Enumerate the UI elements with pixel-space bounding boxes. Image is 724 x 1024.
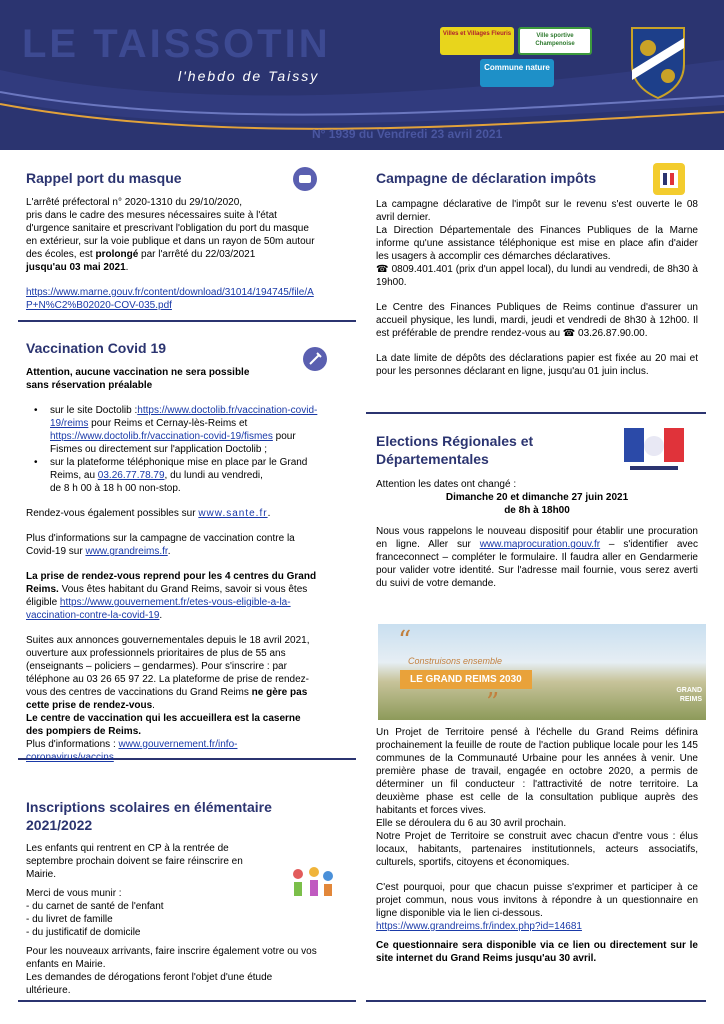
questionnaire-link[interactable]: https://www.grandreims.fr/index.php?id=14681 <box>376 921 582 932</box>
masque-line: en extérieur, sur la voie publique et dans un rayon de 50m autour <box>26 236 315 247</box>
projet-paragraph: Notre Projet de Territoire se construit avec chacun d'entre vous : élus locaux, habitants, partenaires institutionnels, acteurs associatifs, culturels, sportifs, citoyens et économiques. <box>376 831 698 868</box>
masque-line: pris dans le cadre des mesures nécessaires suite à l'état <box>26 210 277 221</box>
inscriptions-title <box>26 798 272 834</box>
maprocuration-link[interactable]: www.maprocuration.gouv.fr <box>479 539 601 550</box>
projet-paragraph: Un Projet de Territoire pensé à l'échelle du Grand Reims définira prochainement la feuille de route de l'action publique locale pour les 145 communes de la Communauté Urbaine pour les années à venir. Une première phase de travail, engagée en octobre 2020, a permis de déterminer un fil conducteur : l'attractivité de notre territoire. La deuxième phase est celle de la consultation publique auprès des habitants et forces vives. <box>376 727 698 816</box>
impots-paragraph: La date limite de dépôts des déclarations papier est fixée au 20 mai et pour les personnes déclarant en ligne, jusqu'au 01 juin inclus. <box>376 353 698 377</box>
booking-list <box>40 404 352 495</box>
title-line: Inscriptions scolaires en élémentaire <box>26 799 272 815</box>
elections-hours <box>376 504 698 517</box>
ville-sportive-badge: Ville sportive Champenoise <box>518 27 592 55</box>
text: pour Reims et Cernay-lès-Reims et <box>88 418 248 429</box>
impots-paragraph: Le Centre des Finances Publiques de Reims continue d'assurer un accueil physique, les lundi, mardi, jeudi et vendredi de 8h30 à 12h00. Il est préférable de prendre rendez-vous au ☎ 03.26.87.90.00. <box>376 302 698 339</box>
bold-text: sans réservation préalable <box>26 380 153 391</box>
sante-link[interactable]: www.sante.fr <box>198 508 268 519</box>
text: Nous vous rappelons le nouveau dispositif pour établir une procuration en ligne. Aller sur <box>376 526 698 550</box>
text: de 8 h 00 à 18 h 00 non-stop. <box>50 483 181 494</box>
banner-title: LE GRAND REIMS 2030 <box>400 670 532 689</box>
doctolib-reims-link[interactable]: https://www.doctolib.fr/vaccination-covid- <box>137 405 318 416</box>
text-line: Merci de vous munir : <box>26 888 122 899</box>
inscriptions-panel <box>18 790 356 1002</box>
elections-date <box>376 491 698 504</box>
text: Covid-19 sur <box>26 546 86 557</box>
elections-panel <box>366 422 706 1002</box>
impots-logo-icon <box>652 162 686 196</box>
bold-text: Dimanche 20 et dimanche 27 juin 2021 <box>445 492 629 503</box>
text-line: Les enfants qui rentrent en CP à la rentrée de <box>26 843 229 854</box>
title-line: Départementales <box>376 451 489 467</box>
eligibility-link[interactable]: https://www.gouvernement.fr/etes-vous-eligible-a-la- <box>59 597 291 608</box>
suite-line <box>26 686 352 699</box>
questionnaire-note <box>376 939 698 965</box>
title-line: 2021/2022 <box>26 817 93 833</box>
banner-slogan: Construisons ensemble <box>408 656 503 666</box>
reprise-line <box>26 609 352 622</box>
projet-paragraph: Elle se déroulera du 6 au 30 avril prochain. <box>376 818 567 829</box>
list-item <box>40 456 352 495</box>
suite-line <box>26 738 352 751</box>
warning-line <box>26 366 352 379</box>
bold-text: prolongé <box>95 249 139 260</box>
gouv-info-link[interactable]: coronavirus/vaccins <box>26 752 114 763</box>
masque-panel <box>18 162 356 322</box>
procuration-paragraph <box>376 525 698 590</box>
text: Plus d'informations : <box>26 739 119 750</box>
villes-fleuris-badge: Villes et Villages Fleuris <box>440 27 514 55</box>
impots-panel <box>366 162 706 414</box>
list-item <box>40 404 352 456</box>
bold-text: jusqu'au 03 mai 2021 <box>26 262 126 273</box>
bold-text: des pompiers de Reims. <box>26 726 142 737</box>
grand-reims-logo: GRAND REIMS <box>676 687 702 703</box>
text-line: Pour les nouveaux arrivants, faire inscrire également votre ou vos <box>26 946 317 957</box>
bold-text: Le centre de vaccination qui les accueillera est la caserne <box>26 713 301 724</box>
masque-link[interactable]: P+N%C2%B02020-COV-035.pdf <box>26 300 172 311</box>
masque-line: L'arrêté préfectoral n° 2020-1310 du 29/10/2020, <box>26 197 243 208</box>
text: pour <box>272 431 296 442</box>
suite-line <box>26 699 352 712</box>
text-line: septembre prochain doivent se faire réinscrire en <box>26 856 243 867</box>
rdv-line <box>26 507 352 520</box>
text: . <box>152 700 155 711</box>
text: . <box>267 508 271 519</box>
title-line: Elections Régionales et <box>376 433 534 449</box>
masthead-title: LE TAISSOTIN <box>22 22 331 66</box>
masque-line: d'urgence sanitaire et prescrivant l'obligation du port du masque <box>26 223 309 234</box>
warning-line <box>26 379 352 392</box>
text: éligible <box>26 597 60 608</box>
bold-text: Reims. <box>26 584 59 595</box>
text-line: enfants en Mairie. <box>26 959 106 970</box>
vaccination-panel <box>18 332 356 763</box>
bold-text: ne gère pas <box>251 687 308 698</box>
suite-line: ouverture aux professionnels prioritaires de plus de 55 ans <box>26 648 286 659</box>
text: vous des centres de vaccinations du Grand Reims <box>26 687 252 698</box>
suite-line: téléphone au 03 26 65 97 22. La plateforme de prise de rendez- <box>26 674 309 685</box>
reprise-line <box>26 596 352 609</box>
text-line: Les demandes de dérogations feront l'objet d'une étude <box>26 972 273 983</box>
suite-line <box>26 725 352 738</box>
reprise-line <box>26 583 352 596</box>
text-line: - du justificatif de domicile <box>26 927 141 938</box>
text: – s'identifier avec franceconnect – compléter le formulaire. Il faudra aller en Gendarmerie pour valider votre identité. Sur l'adresse mail fournie, vous serez averti du suivi de votre demande. <box>376 539 698 589</box>
text: Rendez-vous également possibles sur <box>26 508 199 519</box>
bold-text: Attention, aucune vaccination ne sera possible <box>26 367 250 378</box>
text: Vous êtes habitant du Grand Reims, savoir si vous êtes <box>58 584 308 595</box>
gouv-info-link[interactable]: www.gouvernement.fr/info- <box>118 739 238 750</box>
masque-line <box>26 261 352 274</box>
doctolib-reims-link[interactable]: 19/reims <box>50 418 89 429</box>
text-line: - du carnet de santé de l'enfant <box>26 901 164 912</box>
impots-phone: ☎ 0809.401.401 (prix d'un appel local), du lundi au vendredi, de 8h30 à 19h00. <box>376 264 698 288</box>
masque-line <box>26 248 352 261</box>
impots-paragraph: La campagne déclarative de l'impôt sur le revenu s'est ouverte le 08 avril dernier. <box>376 199 698 223</box>
grand-reims-banner <box>378 624 706 720</box>
text-line: Mairie. <box>26 869 57 880</box>
doctolib-fismes-link[interactable]: https://www.doctolib.fr/vaccination-covid-19/fismes <box>50 431 273 442</box>
info-line: Plus d'informations sur la campagne de vaccination contre la <box>26 533 295 544</box>
text: sur la plateforme téléphonique mise en place par le Grand <box>50 457 308 468</box>
bold-text: cette prise de rendez-vous <box>26 700 153 711</box>
text: , du lundi au vendredi, <box>164 470 263 481</box>
elections-line: Attention les dates ont changé : <box>376 479 517 490</box>
eligibility-link[interactable]: vaccination-contre-la-covid-19 <box>26 610 160 621</box>
issue-number: N° 1939 du Vendredi 23 avril 2021 <box>312 127 503 141</box>
bold-text: La prise de rendez-vous reprend pour les 4 centres du Grand <box>26 571 317 582</box>
commune-nature-badge: Commune nature <box>480 59 554 87</box>
text: . <box>167 546 171 557</box>
quote-close-icon: ” <box>486 688 500 718</box>
bold-text: Ce questionnaire sera disponible via ce lien ou directement sur le site internet du Grand Reims jusqu'au 30 avril. <box>376 940 698 964</box>
bold-text: de 8h à 18h00 <box>504 505 570 516</box>
reprise-line <box>26 570 352 583</box>
grandreims-link[interactable]: www.grandreims.fr <box>85 546 168 557</box>
text: Reims, au <box>50 470 98 481</box>
projet-paragraph: C'est pourquoi, pour que chacun puisse s'exprimer et participer à ce projet commun, nous vous invitons à répondre à un questionnaire en ligne disponible via le lien ci-dessous. <box>376 882 698 919</box>
town-crest-icon <box>628 24 688 100</box>
phone-link[interactable]: 03.26.77.78.79 <box>97 470 165 481</box>
text: Fismes ou directement sur l'application Doctolib ; <box>50 444 268 455</box>
text: des écoles, est <box>26 249 96 260</box>
mask-icon <box>292 166 318 192</box>
vaccination-title: Vaccination Covid 19 <box>26 340 167 356</box>
masque-title: Rappel port du masque <box>26 170 182 186</box>
info-line <box>26 545 352 558</box>
elections-title <box>376 432 533 468</box>
suite-line <box>26 712 352 725</box>
masque-link[interactable]: https://www.marne.gouv.fr/content/download/31014/194745/file/A <box>26 287 314 298</box>
quote-icon: “ <box>398 626 412 656</box>
suite-line: (enseignants – policiers – gendarmes). Pour s'inscrire : par <box>26 661 287 672</box>
text: . <box>159 610 163 621</box>
text: . <box>125 262 129 273</box>
text: par l'arrêté du 22/03/2021 <box>138 249 256 260</box>
impots-paragraph: La Direction Départementale des Finances Publiques de la Marne informe qu'une assistance téléphonique est mise en place afin d'aider les usagers à accomplir ces démarches déclaratives. <box>376 225 698 262</box>
marianne-logo-icon <box>624 428 684 476</box>
text: sur le site Doctolib : <box>50 405 138 416</box>
suite-line: Suites aux annonces gouvernementales depuis le 18 avril 2021, <box>26 635 310 646</box>
suite-line <box>26 751 352 764</box>
tagline: l'hebdo de Taissy <box>178 68 320 84</box>
impots-title: Campagne de déclaration impôts <box>376 170 597 186</box>
text-line: ultérieure. <box>26 985 71 996</box>
newsletter-header <box>0 0 724 158</box>
text-line: - du livret de famille <box>26 914 113 925</box>
